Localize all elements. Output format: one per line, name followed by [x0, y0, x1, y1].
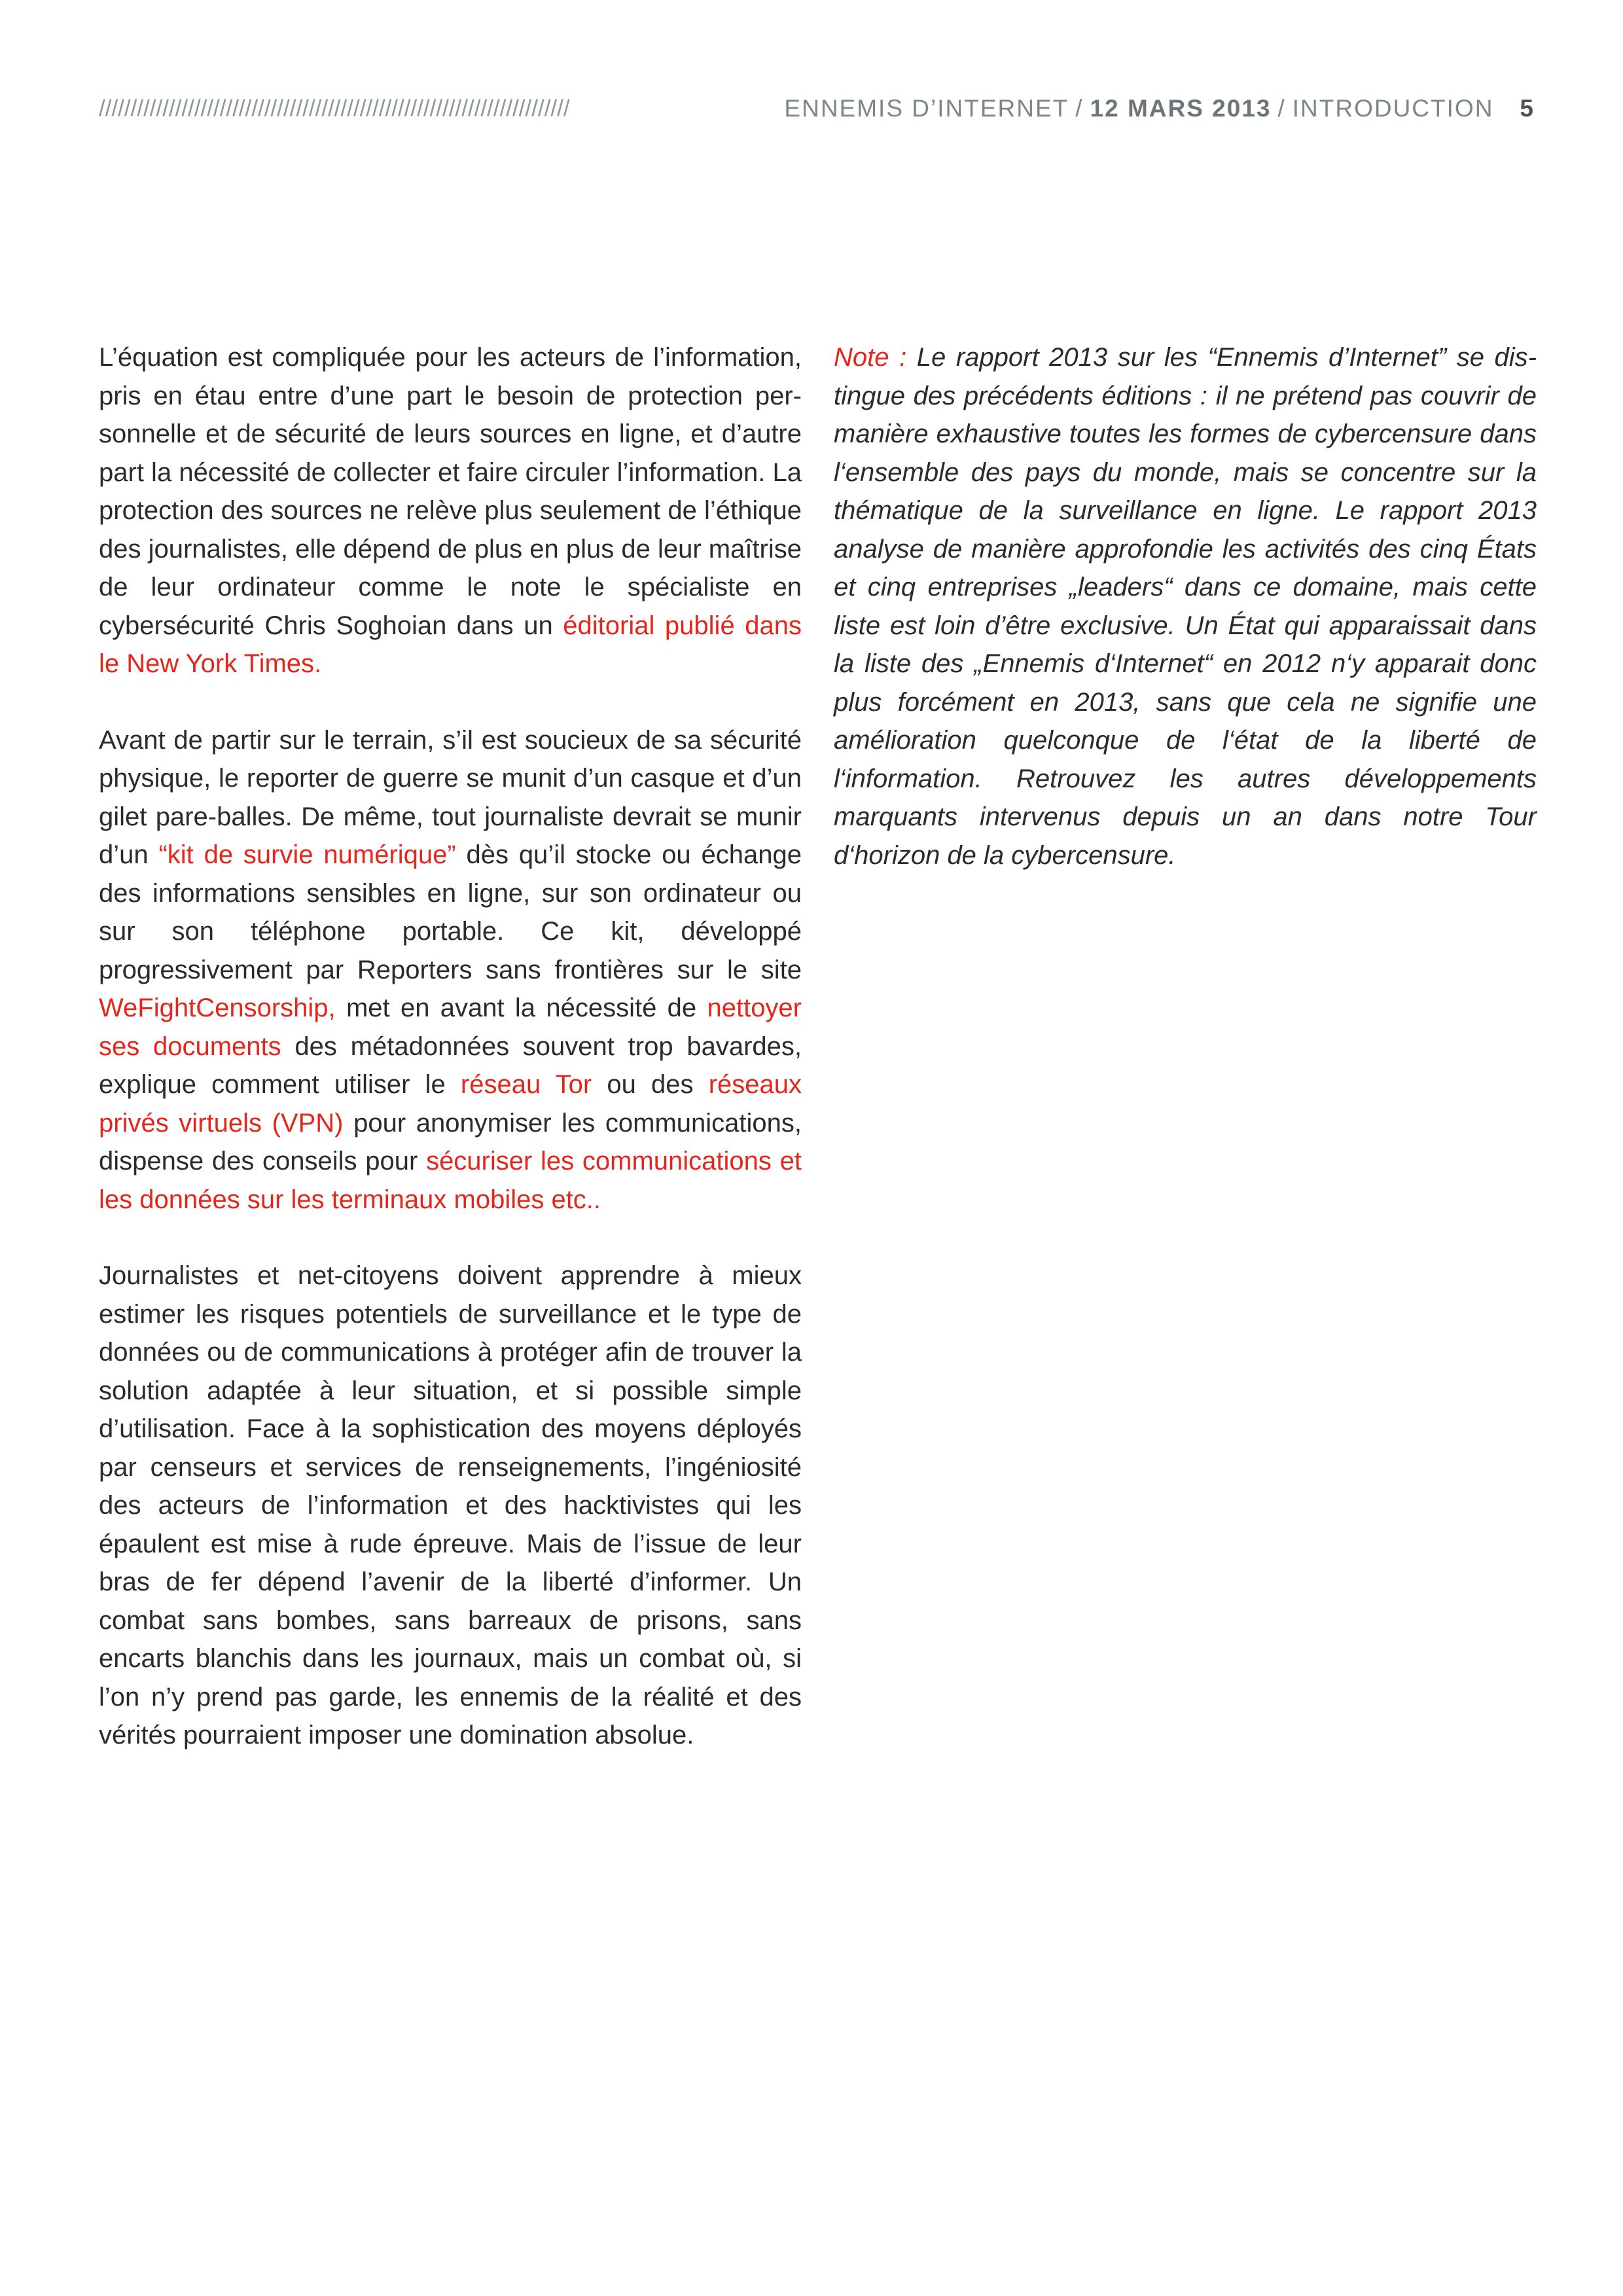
header-section: INTRODUCTION	[1292, 95, 1494, 122]
link-reseau-tor[interactable]: réseau Tor	[460, 1070, 592, 1099]
page-number: 5	[1520, 95, 1535, 122]
link-nyt-editorial[interactable]: éditorial publié dans le New York Times.	[99, 611, 802, 678]
paragraph-3-text: Journalistes et net-citoyens doivent apprendre à mieux estimer les risques potentiels de surveillance et le type de données ou de communications à protéger afin de trouver la solution adaptée à leur situation, et si possible simple d’utilisation. Face à la sophistication des moyens déployés par censeurs et services de renseignements, l’ingéniosité des acteurs de l’information et des hacktivistes qui les épaulent est mise à rude épreuve. Mais de l’issue de leur bras de fer dépend l’avenir de la liberté d’informer. Un combat sans bombes, sans barreaux de prisons, sans encarts blanchis dans les journaux, mais un combat où, si l’on n’y prend pas garde, les ennemis de la réalité et des vérités pourraient imposer une domination absolue.	[99, 1261, 802, 1749]
paragraph-1-text: L’équation est compliquée pour les acteurs de l’information, pris en étau entre d’une part le besoin de protection personnelle et de sécurité de leurs sources en ligne, et d’autre part la nécessité de collecter et faire circuler l’information. La protection des sources ne relève plus seulement de l’éthique des journalistes, elle dépend de plus en plus de leur maîtrise de leur ordinateur comme le note le spécialiste en cybersécurité Chris Soghoian dans un	[99, 343, 802, 640]
header-date: 12 MARS 2013	[1090, 95, 1272, 122]
link-nettoyer-documents[interactable]: nettoyer ses documents	[99, 994, 802, 1061]
paragraph-1	[99, 338, 802, 683]
note-label: Note :	[834, 343, 907, 372]
paragraph-2-text: des métadonnées souvent trop bavardes, explique comment utiliser le	[99, 1031, 802, 1099]
header-separator: /	[1075, 95, 1084, 122]
link-kit-survie[interactable]: “kit de survie numérique”	[158, 840, 456, 869]
left-column	[99, 338, 802, 1793]
note-paragraph	[834, 338, 1537, 874]
paragraph-2-text: dès qu’il stocke ou échange des informations sensibles en ligne, sur son ordinateur ou sur son téléphone portable. Ce kit, développé progressivement par Reporters sans frontières sur le site	[99, 840, 802, 984]
link-vpn[interactable]: réseaux privés virtuels (VPN)	[99, 1070, 802, 1138]
right-column-note	[834, 338, 1537, 912]
link-securiser-mobiles[interactable]: sécuriser les communications et les données sur les terminaux mobiles etc..	[99, 1147, 802, 1214]
paragraph-2-text: met en avant la nécessité de	[335, 994, 707, 1022]
paragraph-2-text: ou des	[592, 1070, 709, 1099]
header-publication: ENNEMIS D’INTERNET	[784, 95, 1069, 122]
header-decorative-slashes: //////////////////////////////////////////////////////////////////////////	[99, 96, 570, 121]
header-trail	[784, 95, 1535, 122]
running-header	[99, 94, 1535, 123]
paragraph-3	[99, 1257, 802, 1755]
paragraph-2	[99, 721, 802, 1219]
link-wefightcensorship[interactable]: WeFightCensorship,	[99, 994, 336, 1022]
header-separator: /	[1277, 95, 1286, 122]
note-text: Le rapport 2013 sur les “Ennemis d’Internet” se distingue des précédents éditions : il ne prétend pas couvrir de manière exhaustive toutes les formes de cybercensure dans l‘ensemble des pays du monde, mais se concentre sur la thématique de la surveillance en ligne. Le rapport 2013 analyse de manière approfondie les activités des cinq États et cinq entreprises „leaders“ dans ce domaine, mais cette liste est loin d’être exclusive. Un État qui apparaissait dans la liste des „Ennemis d‘Internet“ en 2012 n‘y apparait donc plus forcément en 2013, sans que cela ne signifie une amélioration quelconque de l‘état de la liberté de l‘information. Retrouvez les autres développements marquants intervenus depuis un an dans notre Tour d‘horizon de la cybercensure.	[834, 343, 1537, 870]
paragraph-2-text: pour anonymiser les communications, dispense des conseils pour	[99, 1108, 802, 1175]
paragraph-2-text: Avant de partir sur le terrain, s’il est soucieux de sa sécurité physique, le reporter de guerre se munit d’un casque et d’un gilet pare-balles. De même, tout journaliste devrait se munir d’un	[99, 725, 802, 869]
